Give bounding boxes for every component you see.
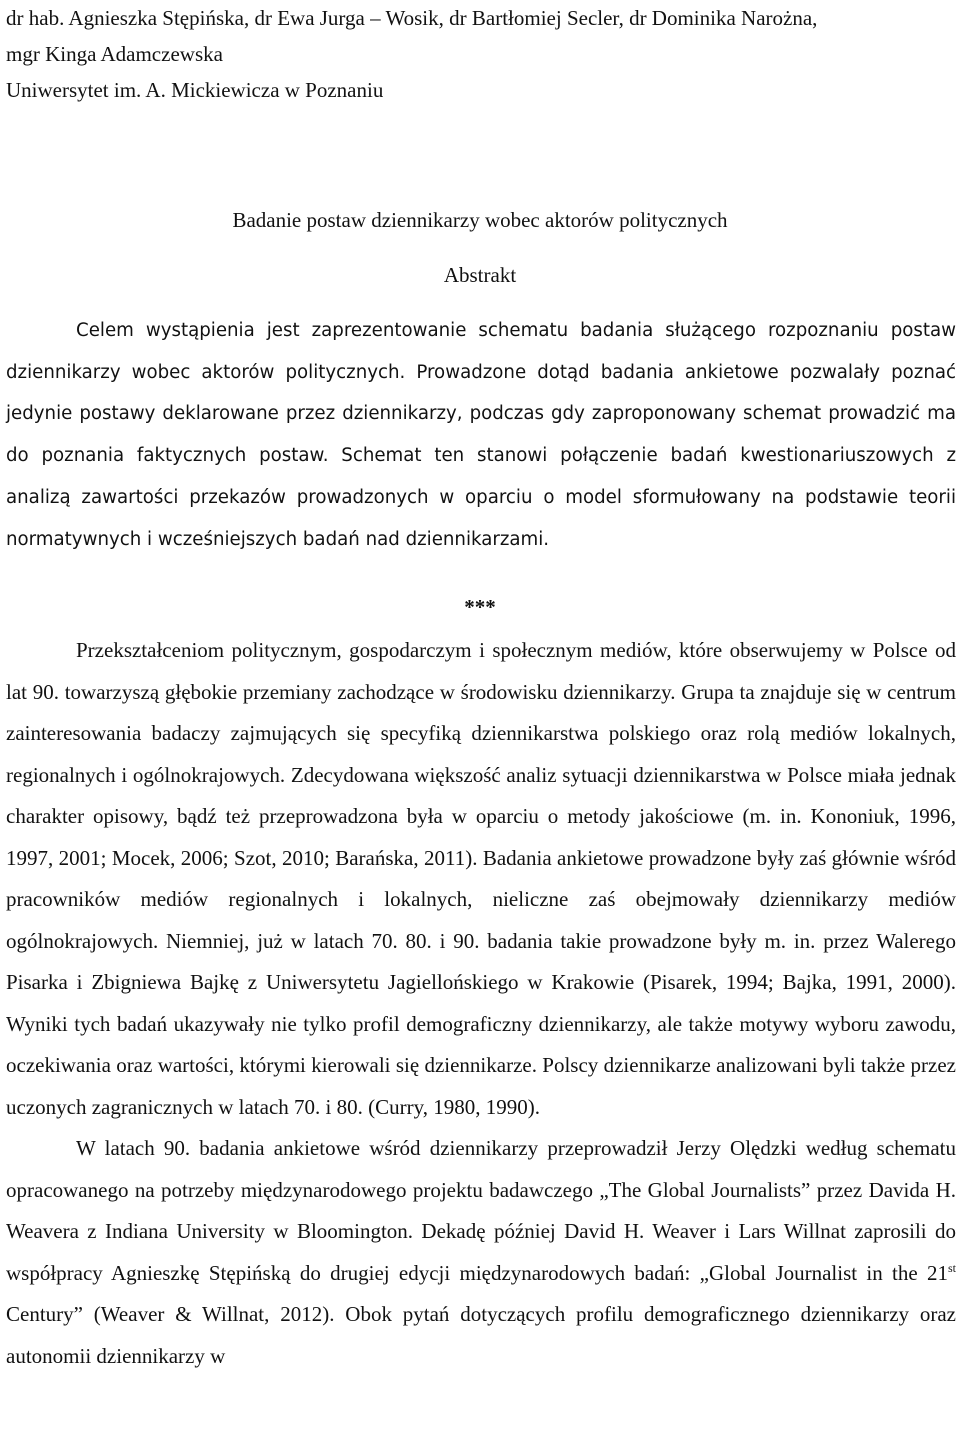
affiliation: Uniwersytet im. A. Mickiewicza w Poznaniu (6, 78, 384, 102)
paragraph-2-part-1: W latach 90. badania ankietowe wśród dziennikarzy przeprowadził Jerzy Olędzki według schematu opracowanego na potrzeby międzynarodowego projektu badawczego „The Global Journalists” przez Davida H. Weavera z Indiana University w Bloomington. Dekadę później David H. Weaver i Lars Willnat zaprosili do współpracy Agnieszkę Stępińską do drugiej edycji międzynarodowych badań: „Global Journalist in the 21 (6, 1136, 956, 1285)
authors-line-1: dr hab. Agnieszka Stępińska, dr Ewa Jurga – Wosik, dr Bartłomiej Secler, dr Dominika Narożna, (6, 6, 818, 30)
section-separator: *** (464, 595, 496, 619)
abstract-heading: Abstrakt (443, 263, 517, 287)
body-text (6, 630, 956, 1377)
authors-line-2: mgr Kinga Adamczewska (6, 42, 223, 66)
document-title: Badanie postaw dziennikarzy wobec aktorów politycznych (232, 208, 728, 232)
paragraph-2-part-2: Century” (Weaver & Willnat, 2012). Obok pytań dotyczących profilu demograficznego dziennikarzy oraz autonomii dziennikarzy w (6, 1302, 956, 1368)
paragraph-2 (6, 1128, 956, 1377)
paragraph-1: Przekształceniom politycznym, gospodarczym i społecznym mediów, które obserwujemy w Polsce od lat 90. towarzyszą głębokie przemiany zachodzące w środowisku dziennikarzy. Grupa ta znajduje się w centrum zainteresowania badaczy zajmujących się specyfiką dziennikarstwa polskiego oraz rolą mediów lokalnych, regionalnych i ogólnokrajowych. Zdecydowana większość analiz sytuacji dziennikarstwa w Polsce miała jednak charakter opisowy, bądź też przeprowadzona była w oparciu o metody jakościowe (m. in. Kononiuk, 1996, 1997, 2001; Mocek, 2006; Szot, 2010; Barańska, 2011). Badania ankietowe prowadzone były zaś głównie wśród pracowników mediów regionalnych i lokalnych, nieliczne zaś obejmowały dziennikarzy mediów ogólnokrajowych. Niemniej, już w latach 70. 80. i 90. badania takie prowadzone były m. in. przez Walerego Pisarka i Zbigniewa Bajkę z Uniwersytetu Jagiellońskiego w Krakowie (Pisarek, 1994; Bajka, 1991, 2000). Wyniki tych badań ukazywały nie tylko profil demograficzny dziennikarzy, ale także motywy wyboru zawodu, oczekiwania oraz wartości, którymi kierowali się dziennikarze. Polscy dziennikarze analizowani byli także przez uczonych zagranicznych w latach 70. i 80. (Curry, 1980, 1990). (6, 638, 956, 1119)
author-block (6, 0, 956, 108)
abstract-text (6, 310, 956, 560)
abstract-body: Celem wystąpienia jest zaprezentowanie schematu badania służącego rozpoznaniu postaw dziennikarzy wobec aktorów politycznych. Prowadzone dotąd badania ankietowe pozwalały poznać jedynie postawy deklarowane przez dziennikarzy, podczas gdy zaproponowany schemat prowadzić ma do poznania faktycznych postaw. Schemat ten stanowi połączenie badań kwestionariuszowych z analizą zawartości przekazów prowadzonych w oparciu o model sformułowany na podstawie teorii normatywnych i wcześniejszych badań nad dziennikarzami. (6, 320, 956, 550)
ordinal-superscript: st (947, 1260, 956, 1275)
